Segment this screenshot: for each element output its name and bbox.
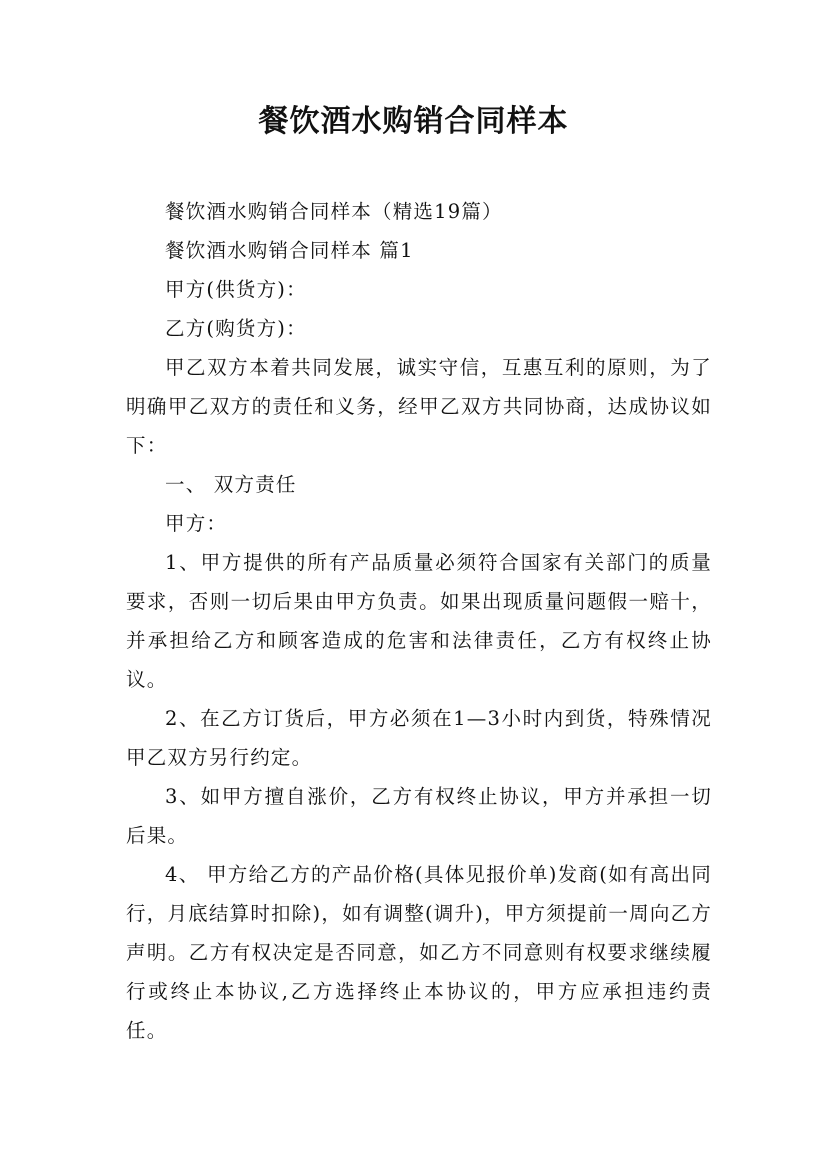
paragraph-section-heading: 餐饮酒水购销合同样本 篇1 bbox=[165, 239, 414, 262]
paragraph-item-2: 2、在乙方订货后，甲方必须在1—3小时内到货，特殊情况甲乙双方另行约定。 bbox=[126, 707, 712, 769]
paragraph-clause-heading: 一、 双方责任 bbox=[165, 473, 297, 496]
paragraph-preamble: 甲乙双方本着共同发展，诚实守信，互惠互利的原则，为了明确甲乙双方的责任和义务，经甲乙双方共同协商，达成协议如下： bbox=[126, 356, 712, 457]
paragraph-subtitle: 餐饮酒水购销合同样本（精选19篇） bbox=[165, 200, 503, 223]
paragraph-party-b: 乙方(购货方)： bbox=[165, 317, 307, 340]
paragraph-item-1: 1、甲方提供的所有产品质量必须符合国家有关部门的质量要求，否则一切后果由甲方负责。如果出现质量问题假一赔十，并承担给乙方和顾客造成的危害和法律责任，乙方有权终止协议。 bbox=[126, 551, 712, 691]
paragraph-party-a-label: 甲方： bbox=[165, 512, 228, 535]
document-title: 餐饮酒水购销合同样本 bbox=[258, 104, 569, 139]
paragraph-item-3: 3、如甲方擅自涨价，乙方有权终止协议，甲方并承担一切后果。 bbox=[126, 785, 712, 847]
document-body bbox=[126, 192, 712, 1050]
paragraph-item-4: 4、 甲方给乙方的产品价格(具体见报价单)发商(如有高出同行，月底结算时扣除)，如有调整(调升)，甲方须提前一周向乙方声明。乙方有权决定是否同意，如乙方不同意则有权要求继续履行或终止本协议,乙方选择终止本协议的，甲方应承担违约责任。 bbox=[126, 863, 712, 1042]
paragraph-party-a: 甲方(供货方)： bbox=[165, 278, 307, 301]
